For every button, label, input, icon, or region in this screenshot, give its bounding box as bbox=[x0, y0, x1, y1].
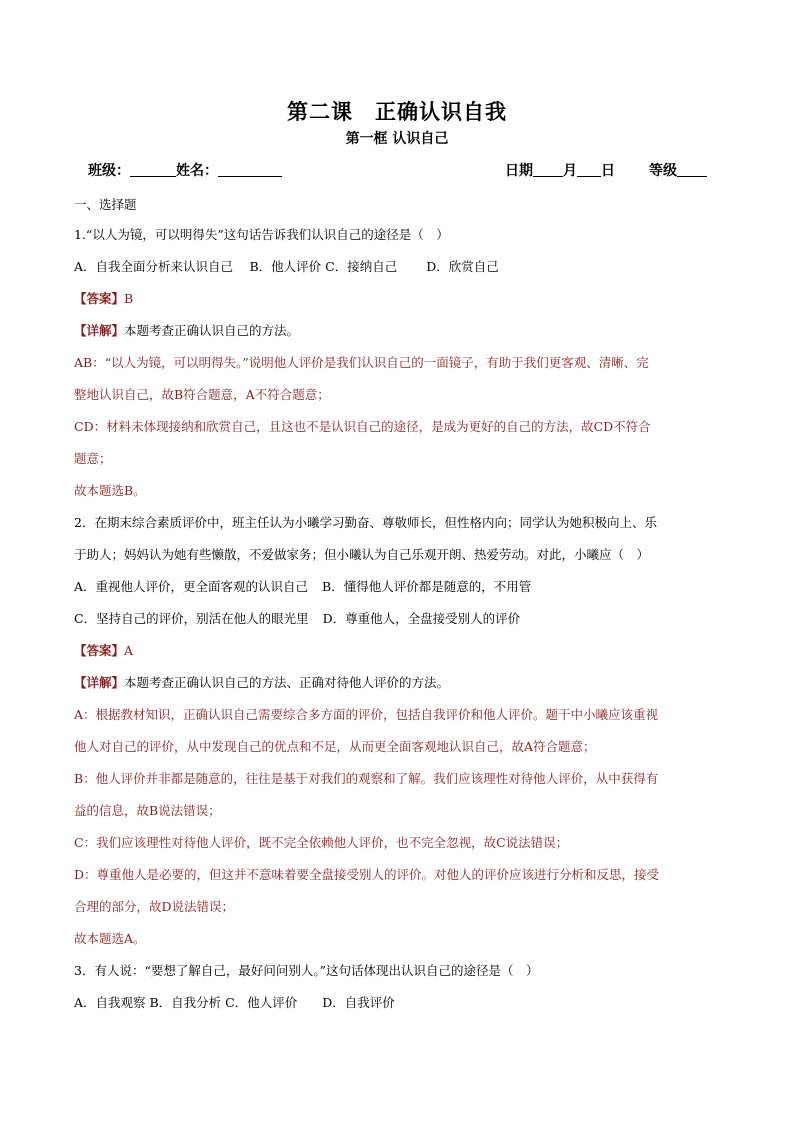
detail-tag: 【详解】 bbox=[74, 323, 125, 338]
q1-conclusion: 故本题选B。 bbox=[74, 483, 146, 498]
class-label: 班级： bbox=[88, 163, 130, 179]
grade-label: 等级 bbox=[649, 163, 677, 179]
q1-analysis-cd-2: 题意； bbox=[74, 451, 112, 466]
answer-tag: 【答案】 bbox=[74, 291, 125, 306]
q1-stem: 1.“以人为镜，可以明得失”这句话告诉我们认识自己的途径是（ ） bbox=[74, 227, 449, 242]
q1-detail bbox=[74, 322, 722, 354]
q2-analysis-b-1: B：他人评价并非都是随意的，往往是基于对我们的观察和了解。我们应该理性对待他人评价，从中获得有 bbox=[74, 771, 659, 786]
q2-analysis-a-2: 他人对自己的评价，从中发现自己的优点和不足，从而更全面客观地认识自己，故A符合题意； bbox=[74, 739, 596, 754]
answer-tag: 【答案】 bbox=[74, 643, 125, 658]
q1-options: A．自我全面分析来认识自己 B．他人评价 C．接纳自己 D．欣赏自己 bbox=[74, 259, 499, 274]
detail-text: 本题考查正确认识自己的方法、正确对待他人评价的方法。 bbox=[124, 675, 450, 690]
q2-answer bbox=[74, 642, 722, 674]
q2-stem-1: 2．在期末综合素质评价中，班主任认为小曦学习勤奋、尊敬师长，但性格内向；同学认为她积极向上、乐 bbox=[74, 515, 657, 530]
q2-options-cd bbox=[74, 610, 722, 642]
day-blank bbox=[577, 162, 601, 177]
q3-stem: 3．有人说：“要想了解自己，最好问问别人。”这句话体现出认识自己的途径是（ ） bbox=[74, 963, 539, 978]
student-info bbox=[88, 160, 282, 180]
class-blank bbox=[130, 162, 176, 177]
q2-analysis-c-1: C：我们应该理性对待他人评价，既不完全依赖他人评价，也不完全忽视，故C说法错误； bbox=[74, 835, 569, 850]
answer-value: A bbox=[124, 643, 134, 658]
q2-analysis-a-1: A：根据教材知识，正确认识自己需要综合多方面的评价，包括自我评价和他人评价。题干中小曦应该重视 bbox=[74, 707, 659, 722]
q1-analysis-ab-2: 整地认识自己，故B符合题意，A不符合题意； bbox=[74, 387, 330, 402]
grade-blank bbox=[677, 162, 707, 177]
q2-analysis-b-2: 益的信息，故B说法错误； bbox=[74, 803, 221, 818]
q2-option-a: A．重视他人评价，更全面客观的认识自己 bbox=[74, 579, 309, 594]
detail-tag: 【详解】 bbox=[74, 675, 125, 690]
lesson-subtitle: 第一框 认识自己 bbox=[345, 131, 449, 147]
q2-option-d: D．尊重他人，全盘接受别人的评价 bbox=[322, 611, 521, 626]
lesson-title: 第二课 正确认识自我 bbox=[287, 99, 507, 124]
q2-options-ab bbox=[74, 578, 722, 610]
q2-option-c: C．坚持自己的评价，别活在他人的眼光里 bbox=[74, 611, 309, 626]
q1-analysis-cd-1: CD：材料未体现接纳和欣赏自己，且这也不是认识自己的途径，是成为更好的自己的方法，故CD不符合 bbox=[74, 419, 651, 434]
day-label: 日 bbox=[601, 163, 615, 179]
q1-analysis-ab-1: AB：“以人为镜，可以明得失。”说明他人评价是我们认识自己的一面镜子，有助于我们更客观、清晰、完 bbox=[74, 355, 649, 370]
q2-conclusion: 故本题选A。 bbox=[74, 931, 146, 946]
detail-text: 本题考查正确认识自己的方法。 bbox=[124, 323, 300, 338]
month-blank bbox=[533, 162, 563, 177]
q3-options: A．自我观察 B．自我分析 C．他人评价 D．自我评价 bbox=[74, 995, 395, 1010]
name-label: 姓名： bbox=[176, 163, 218, 179]
q2-detail bbox=[74, 674, 722, 706]
section-heading: 一、选择题 bbox=[74, 197, 137, 212]
question-content bbox=[74, 196, 722, 1026]
q2-stem-2: 于助人；妈妈认为她有些懒散，不爱做家务；但小曦认为自己乐观开朗、热爱劳动。对此，小曦应（ ） bbox=[74, 547, 650, 562]
q2-analysis-d-1: D：尊重他人是必要的，但这并不意味着要全盘接受别人的评价。对他人的评价应该进行分析和反思，接受 bbox=[74, 867, 660, 882]
q1-answer bbox=[74, 290, 722, 322]
name-blank bbox=[218, 162, 282, 177]
q2-option-b: B．懂得他人评价都是随意的，不用管 bbox=[322, 579, 532, 594]
answer-value: B bbox=[124, 291, 134, 306]
month-label: 月 bbox=[563, 163, 577, 179]
q2-analysis-d-2: 合理的部分，故D说法错误； bbox=[74, 899, 235, 914]
date-grade-info bbox=[505, 160, 707, 180]
date-label: 日期 bbox=[505, 163, 533, 179]
